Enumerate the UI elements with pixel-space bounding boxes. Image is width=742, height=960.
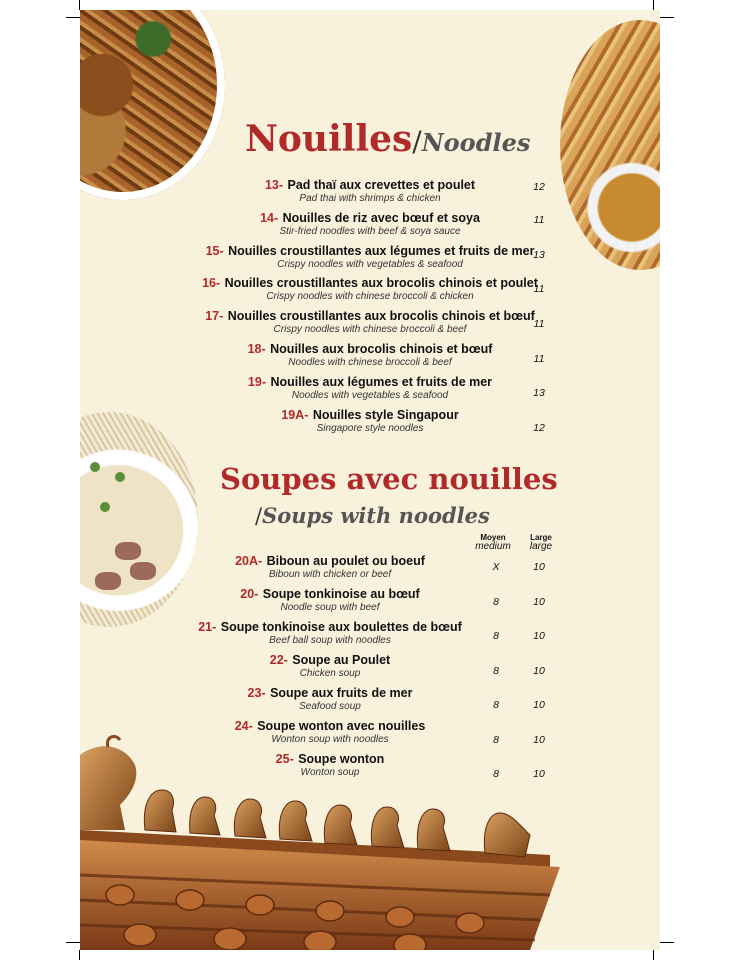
item-price-large: 10 xyxy=(533,561,545,573)
item-price-large: 10 xyxy=(533,734,545,746)
pad-thai-photo xyxy=(560,20,660,270)
item-name: Soupe wonton avec nouilles xyxy=(257,719,426,733)
item-number: 22- xyxy=(269,653,288,667)
menu-item xyxy=(170,407,570,434)
item-english: Wonton soup with noodles xyxy=(271,733,389,745)
item-english: Noodles with vegetables & seafood xyxy=(291,389,449,401)
item-price-medium: 8 xyxy=(493,630,499,642)
col-large-header: Large large xyxy=(529,533,553,553)
crop-mark xyxy=(66,17,80,18)
crop-mark xyxy=(653,950,654,960)
soups-title-fr: Soupes avec nouilles xyxy=(220,462,558,496)
item-price-medium: 8 xyxy=(493,665,499,677)
col-medium-header: Moyen medium xyxy=(475,533,511,553)
item-number: 25- xyxy=(275,752,294,766)
item-price-large: 10 xyxy=(533,699,545,711)
item-price: 11 xyxy=(533,318,545,330)
item-name: Soupe tonkinoise aux boulettes de bœuf xyxy=(220,620,462,634)
crop-mark xyxy=(660,17,674,18)
item-price: 11 xyxy=(533,353,545,365)
item-number: 20A- xyxy=(235,554,263,568)
item-price-large: 10 xyxy=(533,596,545,608)
menu-item xyxy=(170,243,570,270)
menu-item xyxy=(170,341,570,368)
item-english: Chicken soup xyxy=(299,667,361,679)
crop-mark xyxy=(653,0,654,10)
item-number: 18- xyxy=(247,342,266,356)
item-price-large: 10 xyxy=(533,630,545,642)
item-name: Nouilles de riz avec bœuf et soya xyxy=(282,211,480,225)
item-name: Soupe wonton xyxy=(298,752,385,766)
menu-item xyxy=(170,308,570,335)
item-price: 13 xyxy=(533,249,545,261)
menu-item xyxy=(170,374,570,401)
item-price: 11 xyxy=(533,283,545,295)
item-english: Noodles with chinese broccoli & beef xyxy=(288,356,452,368)
menu-item xyxy=(160,553,500,580)
item-price-large: 10 xyxy=(533,665,545,677)
item-number: 19- xyxy=(247,375,266,389)
crop-mark xyxy=(660,942,674,943)
menu-item xyxy=(170,210,570,237)
item-price-medium: 8 xyxy=(493,734,499,746)
item-number: 17- xyxy=(205,309,224,323)
item-number: 21- xyxy=(198,620,217,634)
item-price: 11 xyxy=(533,214,545,226)
item-name: Soupe aux fruits de mer xyxy=(270,686,413,700)
item-number: 19A- xyxy=(281,408,309,422)
item-number: 16- xyxy=(202,276,221,290)
noodles-title xyxy=(245,118,531,160)
item-price: 12 xyxy=(533,181,545,193)
item-english: Noodle soup with beef xyxy=(280,601,380,613)
menu-item xyxy=(160,586,500,613)
noodles-title-fr: Nouilles xyxy=(245,118,413,160)
item-english: Biboun with chicken or beef xyxy=(268,568,392,580)
item-english: Beef ball soup with noodles xyxy=(269,634,391,646)
title-separator: / xyxy=(412,125,422,158)
item-price-medium: X xyxy=(492,561,500,573)
item-price: 12 xyxy=(533,422,545,434)
item-name: Nouilles croustillantes aux légumes et fruits de mer xyxy=(228,244,535,258)
item-english: Crispy noodles with chinese broccoli & beef xyxy=(273,323,467,335)
menu-page xyxy=(80,10,660,950)
item-english: Pad thai with shrimps & chicken xyxy=(299,192,441,204)
noodles-title-en: Noodles xyxy=(421,128,531,157)
item-number: 24- xyxy=(234,719,253,733)
menu-item xyxy=(170,275,570,302)
item-english: Seafood soup xyxy=(299,700,361,712)
item-name: Nouilles croustillantes aux brocolis chinois et poulet xyxy=(224,276,538,290)
title-separator: / xyxy=(255,504,263,528)
menu-item xyxy=(160,619,500,646)
item-english: Singapore style noodles xyxy=(316,422,424,434)
item-name: Soupe au Poulet xyxy=(292,653,391,667)
item-price-medium: 8 xyxy=(493,768,499,780)
item-price-medium: 8 xyxy=(493,596,499,608)
item-name: Biboun au poulet ou boeuf xyxy=(266,554,425,568)
soups-title-en-wrap xyxy=(255,503,490,528)
menu-item xyxy=(160,685,500,712)
item-name: Nouilles aux brocolis chinois et bœuf xyxy=(270,342,493,356)
crop-mark xyxy=(66,942,80,943)
item-number: 20- xyxy=(240,587,259,601)
item-english: Wonton soup xyxy=(300,766,360,778)
item-name: Nouilles aux légumes et fruits de mer xyxy=(270,375,493,389)
item-name: Nouilles croustillantes aux brocolis chinois et bœuf xyxy=(227,309,535,323)
item-name: Soupe tonkinoise au bœuf xyxy=(262,587,420,601)
chinese-roof-illustration xyxy=(80,735,660,950)
crop-mark xyxy=(79,0,80,10)
item-number: 15- xyxy=(205,244,224,258)
item-number: 23- xyxy=(247,686,266,700)
item-number: 14- xyxy=(260,211,279,225)
item-name: Pad thaï aux crevettes et poulet xyxy=(287,178,476,192)
noodles-photo xyxy=(80,10,225,200)
item-english: Crispy noodles with vegetables & seafood xyxy=(277,258,463,270)
item-english: Crispy noodles with chinese broccoli & chicken xyxy=(266,290,474,302)
soups-title-en: Soups with noodles xyxy=(262,503,490,528)
item-price: 13 xyxy=(533,387,545,399)
item-name: Nouilles style Singapour xyxy=(312,408,459,422)
item-number: 13- xyxy=(264,178,284,192)
item-english: Stir-fried noodles with beef & soya sauce xyxy=(279,225,461,237)
menu-item xyxy=(160,652,500,679)
item-price-large: 10 xyxy=(533,768,545,780)
crop-mark xyxy=(79,950,80,960)
item-price-medium: 8 xyxy=(493,699,499,711)
menu-item xyxy=(170,177,570,204)
